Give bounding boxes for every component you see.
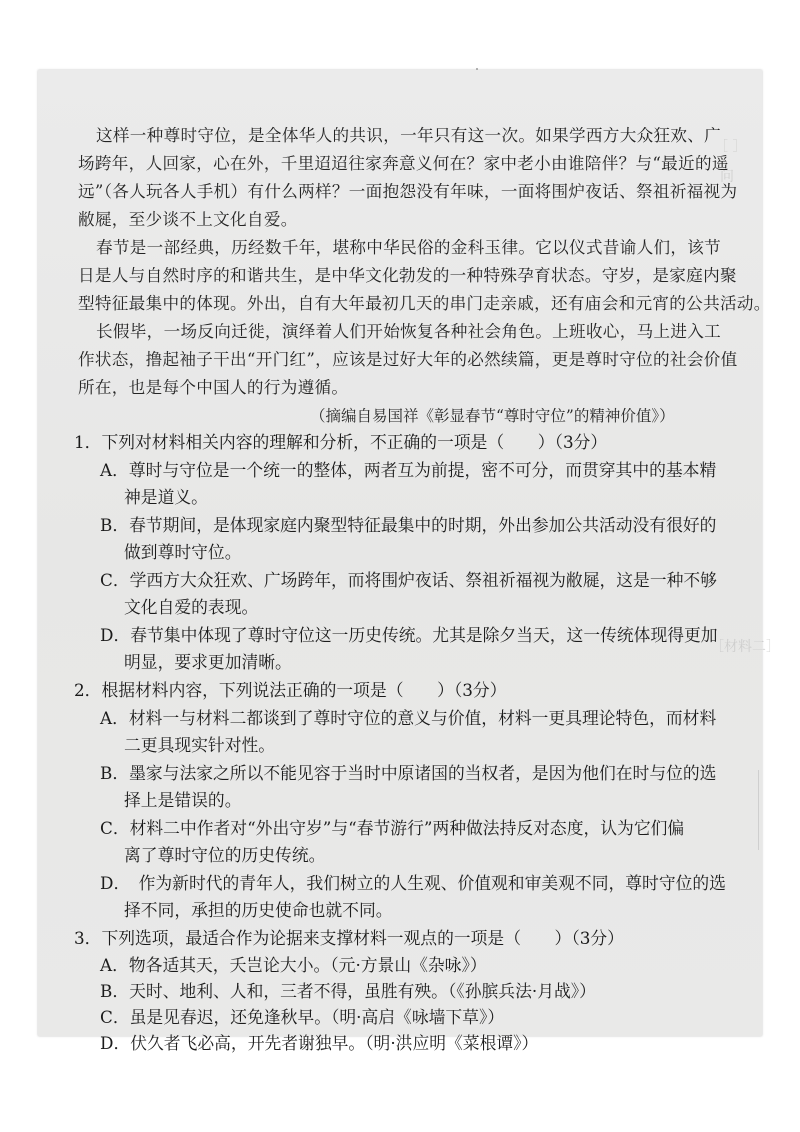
option-a-line: 二更具现实针对性。 (124, 735, 276, 755)
show-through-mark: ［ ］ (714, 139, 747, 155)
option-b-line: 择上是错误的。 (124, 790, 242, 810)
show-through-mark: 问 (720, 169, 734, 185)
scanned-exam-page (38, 70, 780, 1053)
passage-source: （摘编自易国祥《彰显春节“尊时守位”的精神价值》） (310, 407, 675, 425)
passage-line: 场跨年，人回家，心在外，千里迢迢往家奔意义何在？家中老小由谁陪伴？与“最近的遥 (78, 154, 729, 173)
option-a-line: A．材料一与材料二都谈到了尊时守位的意义与价值，材料一更具理论特色，而材料 (100, 708, 717, 728)
show-through-mark: ［材料二］ (710, 639, 780, 655)
option-c-line: 文化自爱的表现。 (124, 597, 259, 617)
question-stem: 3．下列选项，最适合作为论据来支撑材料一观点的一项是（ ）（3分） (74, 928, 624, 948)
page-edge-line (758, 770, 759, 850)
option-b-line: B．天时、地利、人和，三者不得，虽胜有殃。（《孙膑兵法·月战》） (100, 981, 596, 1001)
option-b-line: B．春节期间，是体现家庭内聚型特征最集中的时期，外出参加公共活动没有很好的 (100, 515, 717, 535)
option-d-line: D．春节集中体现了尊时守位这一历史传统。尤其是除夕当天，这一传统体现得更加 (100, 625, 718, 645)
option-d-line: D． 作为新时代的青年人，我们树立的人生观、价值观和审美观不同，尊时守位的选 (100, 873, 726, 893)
option-b-line: 做到尊时守位。 (124, 542, 242, 562)
passage-line: 型特征最集中的体现。外出，自有大年最初几天的串门走亲戚，还有庙会和元宵的公共活动。 (78, 294, 771, 313)
passage-line: 春节是一部经典，历经数千年，堪称中华民俗的金科玉律。它以仪式昔谕人们，该节 (96, 238, 722, 257)
option-c-line: C．学西方大众狂欢、广场跨年，而将围炉夜话、祭祖祈福视为敝屣，这是一种不够 (100, 570, 717, 590)
passage-line: 敝屣，至少谈不上文化自爱。 (78, 210, 298, 229)
passage-line: 所在，也是每个中国人的行为遵循。 (78, 378, 349, 397)
option-d-line: 择不同，承担的历史使命也就不同。 (124, 900, 393, 920)
option-d-line: D．伏久者飞必高，开先者谢独早。（明·洪应明《菜根谭》） (100, 1033, 539, 1053)
passage-line: 日是人与自然时序的和谐共生，是中华文化勃发的一种特殊孕育状态。守岁，是家庭内聚 (78, 266, 737, 285)
option-c-line: C．虽是见春迟，还免逢秋早。（明·高启《咏墙下草》） (100, 1007, 505, 1027)
option-a-line: A．尊时与守位是一个统一的整体，两者互为前提，密不可分，而贯穿其中的基本精 (100, 460, 717, 480)
question-stem: 2．根据材料内容，下列说法正确的一项是（ ）（3分） (74, 680, 507, 700)
option-a-line: 神是道义。 (124, 487, 208, 507)
option-c-line: 离了尊时守位的历史传统。 (124, 845, 326, 865)
passage-line: 这样一种尊时守位，是全体华人的共识，一年只有这一次。如果学西方大众狂欢、广 (96, 126, 722, 145)
option-a-line: A．物各适其天，夭岂论大小。（元·方景山《杂咏》） (100, 955, 487, 975)
passage-line: 长假毕，一场反向迁徙，演绎着人们开始恢复各种社会角色。上班收心，马上进入工 (96, 322, 722, 341)
option-b-line: B．墨家与法家之所以不能见容于当时中原诸国的当权者，是因为他们在时与位的选 (100, 763, 717, 783)
passage-line: 远”（各人玩各人手机）有什么两样？一面抱怨没有年味，一面将围炉夜话、祭祖祈福视为 (78, 182, 738, 201)
option-c-line: C．材料二中作者对“外出守岁”与“春节游行”两种做法持反对态度，认为它们偏 (100, 818, 685, 838)
option-d-line: 明显，要求更加清晰。 (124, 652, 292, 672)
passage-line: 作状态，撸起袖子干出“开门红”，应该是过好大年的必然续篇，更是尊时守位的社会价值 (78, 350, 738, 369)
speck (476, 68, 478, 70)
question-stem: 1．下列对材料相关内容的理解和分析，不正确的一项是（ ）（3分） (74, 432, 608, 452)
